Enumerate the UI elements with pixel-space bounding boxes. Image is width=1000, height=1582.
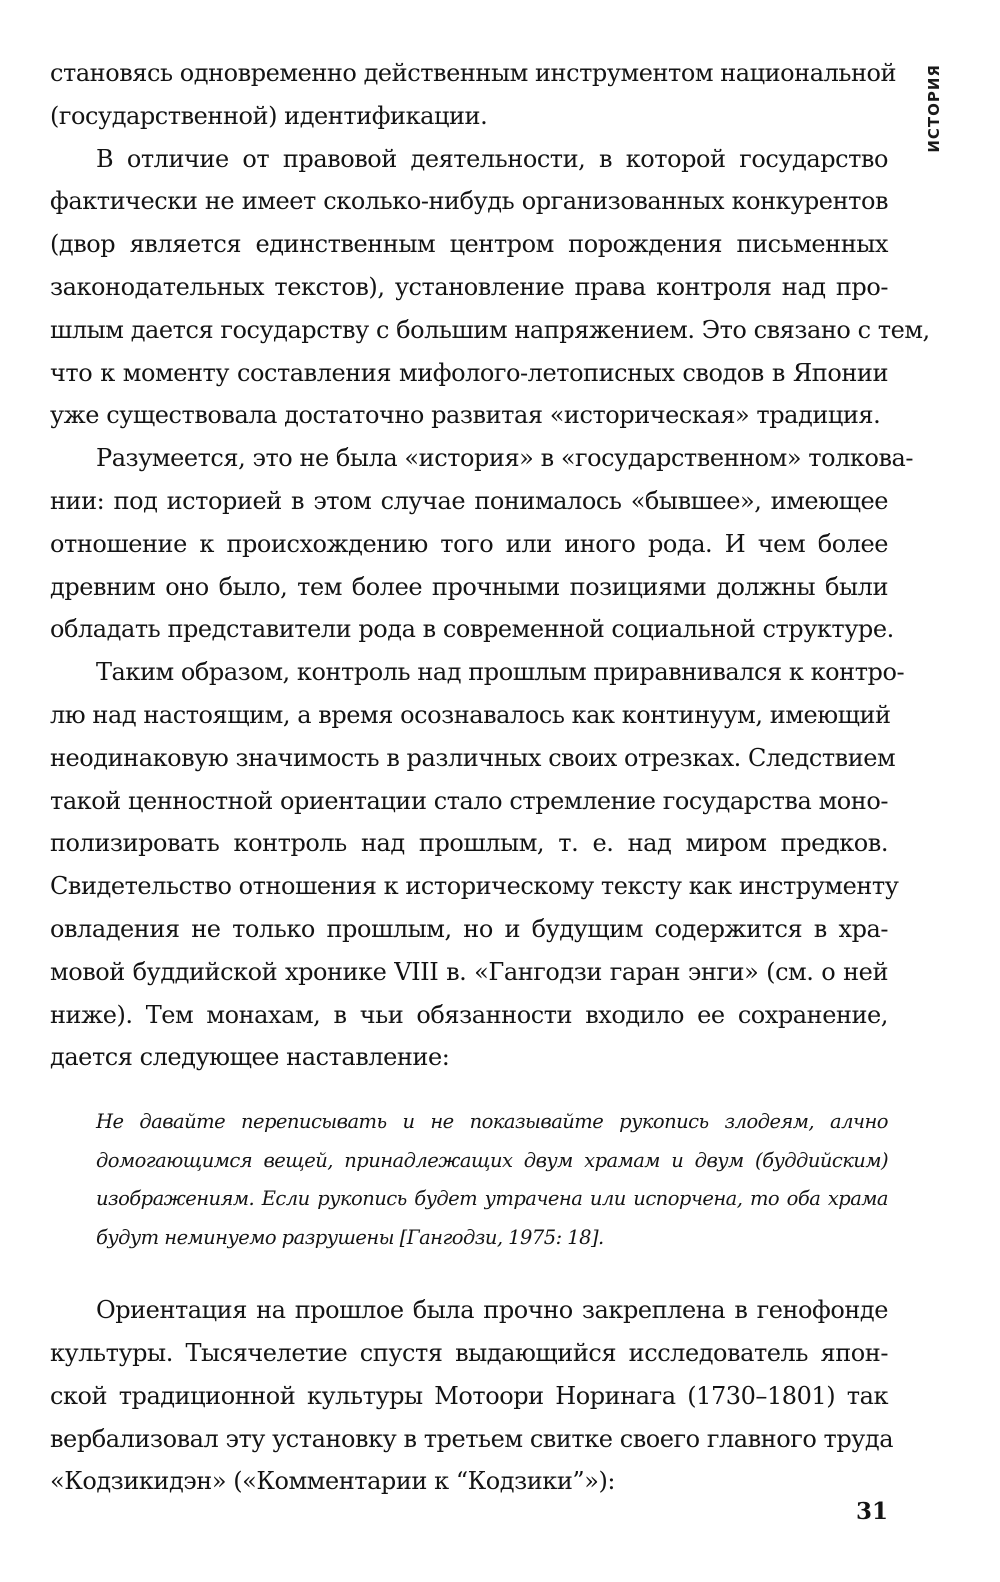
paragraph-2 xyxy=(50,138,930,438)
quote-line: будут неминуемо разрушены [Гангодзи, 1975: 18]. xyxy=(96,1225,604,1249)
text-line: культуры. Тысячелетие спустя выдающийся исследователь япон- xyxy=(50,1338,888,1367)
text-line: овладения не только прошлым, но и будущим содержится в хра- xyxy=(50,914,888,943)
text-line: ской традиционной культуры Мотоори Норинага (1730–1801) так xyxy=(50,1381,888,1410)
text-line: мовой буддийской хронике VIII в. «Гангодзи гаран энги» (см. о ней xyxy=(50,957,888,986)
page-number: 31 xyxy=(855,1498,888,1525)
quote-line: изображениям. Если рукопись будет утрачена или испорчена, то оба храма xyxy=(96,1187,888,1211)
quote-line: домогающимся вещей, принадлежащих двум храмам и двум (буддийским) xyxy=(96,1148,888,1172)
text-line: лю над настоящим, а время осознавалось как континуум, имеющий xyxy=(50,700,891,729)
text-line: древним оно было, тем более прочными позициями должны были xyxy=(50,572,888,601)
text-line: (государственной) идентификации. xyxy=(50,101,488,130)
text-line: фактически не имеет сколько-нибудь организованных конкурентов xyxy=(50,187,888,216)
running-head-label: ИСТОРИЯ xyxy=(925,63,943,153)
text-line: вербализовал эту установку в третьем свитке своего главного труда xyxy=(50,1424,894,1453)
text-line: (двор является единственным центром порождения письменных xyxy=(50,230,888,259)
block-quote xyxy=(50,1103,888,1257)
paragraph-5 xyxy=(50,1289,894,1503)
text-line: отношение к происхождению того или иного рода. И чем более xyxy=(50,529,888,558)
quote-line: Не давайте переписывать и не показывайте рукопись злодеям, алчно xyxy=(96,1110,888,1134)
text-line: Таким образом, контроль над прошлым приравнивался к контро- xyxy=(96,658,905,687)
text-line: ниже). Тем монахам, в чьи обязанности входило ее сохранение, xyxy=(50,1000,888,1029)
text-line: дается следующее наставление: xyxy=(50,1043,450,1072)
text-line: что к моменту составления мифолого-летописных сводов в Японии xyxy=(50,358,888,387)
text-line: «Кодзикидэн» («Комментарии к “Кодзики”»): xyxy=(50,1467,616,1496)
text-line: В отличие от правовой деятельности, в которой государство xyxy=(96,144,888,173)
paragraph-4 xyxy=(50,651,905,1079)
paragraph-3 xyxy=(50,437,914,651)
text-line: такой ценностной ориентации стало стремление государства моно- xyxy=(50,786,888,815)
text-line: неодинаковую значимость в различных своих отрезках. Следствием xyxy=(50,743,896,772)
text-line: Свидетельство отношения к историческому тексту как инструменту xyxy=(50,872,899,901)
text-line: законодательных текстов), установление права контроля над про- xyxy=(50,272,888,301)
body-text xyxy=(50,52,930,1503)
text-line: Ориентация на прошлое была прочно закреплена в генофонде xyxy=(96,1296,888,1325)
text-line: обладать представители рода в современной социальной структуре. xyxy=(50,615,894,644)
text-line: полизировать контроль над прошлым, т. е. над миром предков. xyxy=(50,829,888,858)
text-line: Разумеется, это не была «история» в «государственном» толкова- xyxy=(96,444,914,473)
running-head xyxy=(922,58,946,158)
text-line: шлым дается государству с большим напряжением. Это связано с тем, xyxy=(50,315,930,344)
paragraph-1 xyxy=(50,52,897,138)
text-line: уже существовала достаточно развитая «историческая» традиция. xyxy=(50,401,881,430)
text-line: становясь одновременно действенным инструментом национальной xyxy=(50,59,897,87)
text-line: нии: под историей в этом случае понималось «бывшее», имеющее xyxy=(50,486,888,515)
